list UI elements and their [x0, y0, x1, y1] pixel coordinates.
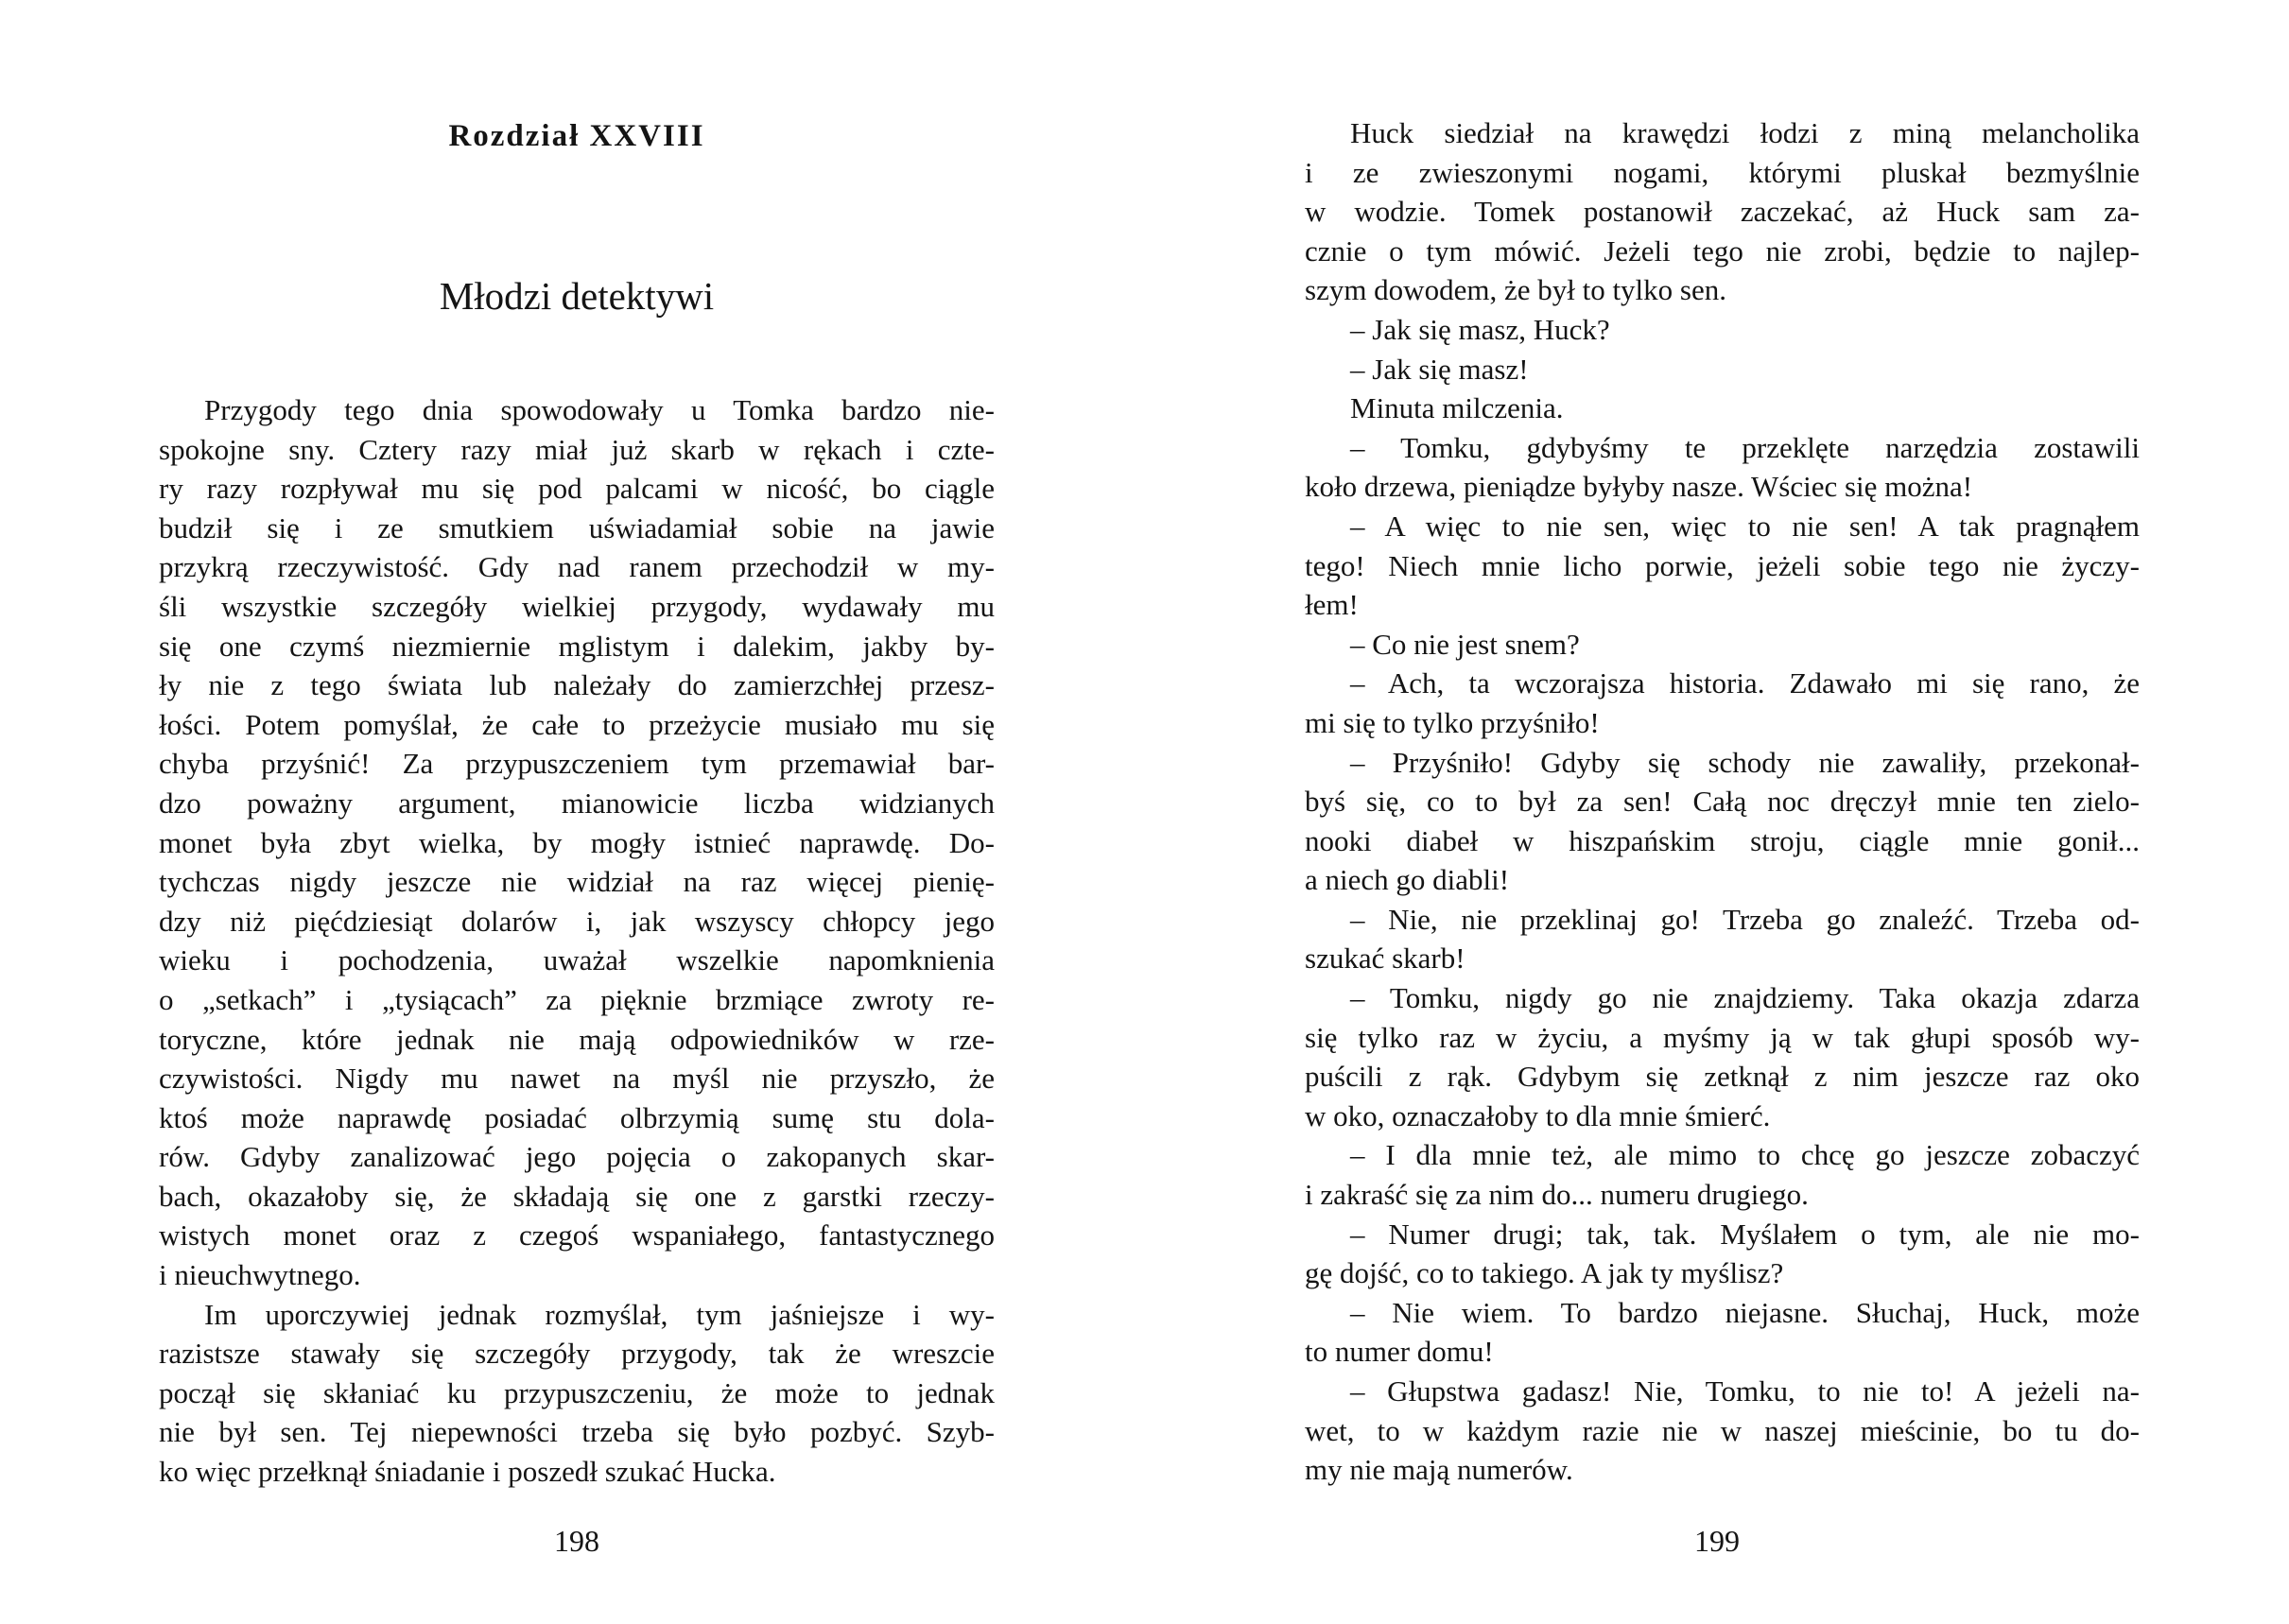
text-line: – Jak się masz! [1350, 352, 1529, 386]
text-line: – Nie wiem. To bardzo niejasne. Słuchaj, Huck, może [1350, 1295, 2140, 1329]
text-line: przykrą rzeczywistość. Gdy nad ranem przechodził w my- [159, 550, 995, 584]
text-line: i ze zwieszonymi nogami, którymi pluskał bezmyślnie [1305, 155, 2140, 189]
text-line: Huck siedział na krawędzi łodzi z miną melancholika [1350, 116, 2140, 149]
text-line: – I dla mnie też, ale mimo to chcę go jeszcze zobaczyć [1350, 1138, 2140, 1172]
right-page [1144, 0, 2289, 1624]
text-line: – Co nie jest snem? [1350, 627, 1580, 661]
text-line: ry razy rozpływał mu się pod palcami w nicość, bo ciągle [159, 472, 995, 506]
text-line: Przygody tego dnia spowodowały u Tomka bardzo nie- [204, 393, 995, 426]
text-line: począł się skłaniać ku przypuszczeniu, że może to jednak [159, 1375, 995, 1409]
text-line: i zakraść się za nim do... numeru drugiego. [1305, 1178, 1809, 1212]
text-line: dzo poważny argument, mianowicie liczba widzianych [159, 786, 995, 820]
text-line: Im uporczywiej jednak rozmyślał, tym jaśniejsze i wy- [204, 1297, 995, 1331]
text-line: szym dowodem, że był to tylko sen. [1305, 273, 1726, 307]
text-line: bach, okazałoby się, że składają się one z garstki rzeczy- [159, 1179, 995, 1213]
text-line: a niech go diabli! [1305, 863, 1510, 897]
text-line: śli wszystkie szczegóły wielkiej przygody, wydawały mu [159, 589, 995, 623]
text-line: łości. Potem pomyślał, że całe to przeżycie musiało mu się [159, 707, 995, 741]
text-line: toryczne, które jednak nie mają odpowiedników w rze- [159, 1022, 995, 1056]
text-line: my nie mają numerów. [1305, 1453, 1573, 1487]
text-line: rów. Gdyby zanalizować jego pojęcia o zakopanych skar- [159, 1140, 995, 1174]
text-line: monet była zbyt wielka, by mogły istnieć naprawdę. Do- [159, 825, 995, 859]
page-number-left: 198 [554, 1524, 599, 1558]
text-line: łem! [1305, 588, 1359, 622]
text-line: – Przyśniło! Gdyby się schody nie zawaliły, przekonał- [1350, 745, 2140, 779]
text-line: budził się i ze smutkiem uświadamiał sobie na jawie [159, 510, 995, 544]
text-line: – Tomku, gdybyśmy te przeklęte narzędzia zostawili [1350, 430, 2140, 464]
text-line: mi się to tylko przyśniło! [1305, 705, 1600, 739]
text-line: ktoś może naprawdę posiadać olbrzymią sumę stu dola- [159, 1100, 995, 1134]
right-page-body [1305, 113, 2140, 1490]
text-line: cznie o tym mówić. Jeżeli tego nie zrobi, będzie to najlep- [1305, 233, 2140, 268]
text-line: – Tomku, nigdy go nie znajdziemy. Taka okazja zdarza [1350, 981, 2140, 1015]
page-number-right: 199 [1694, 1524, 1740, 1558]
text-line: – Ach, ta wczorajsza historia. Zdawało mi się rano, że [1350, 666, 2140, 700]
text-line: Minuta milczenia. [1350, 391, 1564, 425]
text-line: nie był sen. Tej niepewności trzeba się było pozbyć. Szyb- [159, 1415, 995, 1449]
left-page-body [159, 390, 995, 1492]
text-line: czywistości. Nigdy mu nawet na myśl nie przyszło, że [159, 1062, 995, 1096]
text-line: o „setkach” i „tysiącach” za pięknie brzmiące zwroty re- [159, 982, 995, 1016]
text-line: razistsze stawały się szczegóły przygody, tak że wreszcie [159, 1337, 995, 1371]
text-line: – Jak się masz, Huck? [1350, 312, 1610, 346]
text-line: tychczas nigdy jeszcze nie widział na raz więcej pienię- [159, 865, 995, 899]
text-line: w oko, oznaczałoby to dla mnie śmierć. [1305, 1098, 1771, 1132]
text-line: ko więc przełknął śniadanie i poszedł szukać Hucka. [159, 1455, 776, 1489]
left-page [0, 0, 1144, 1624]
text-line: to numer domu! [1305, 1335, 1494, 1369]
text-line: wistych monet oraz z czegoś wspaniałego, fantastycznego [159, 1218, 995, 1253]
text-line: nooki diabeł w hiszpańskim stroju, ciągle mnie gonił... [1305, 823, 2140, 857]
text-line: koło drzewa, pieniądze byłyby nasze. Wściec się można! [1305, 470, 1973, 504]
text-line: i nieuchwytnego. [159, 1258, 361, 1292]
text-line: byś się, co to był za sen! Całą noc dręczył mnie ten zielo- [1305, 785, 2140, 819]
text-line: – Numer drugi; tak, tak. Myślałem o tym, ale nie mo- [1350, 1217, 2140, 1251]
text-line: tego! Niech mnie licho porwie, jeżeli sobie tego nie życzy- [1305, 548, 2140, 582]
text-line: – Głupstwa gadasz! Nie, Tomku, to nie to! A jeżeli na- [1350, 1374, 2140, 1408]
text-line: chyba przyśnić! Za przypuszczeniem tym przemawiał bar- [159, 747, 995, 781]
text-line: – A więc to nie sen, więc to nie sen! A tak pragnąłem [1350, 509, 2140, 543]
text-line: w wodzie. Tomek postanowił zaczekać, aż Huck sam za- [1305, 195, 2140, 229]
text-line: szukać skarb! [1305, 942, 1465, 976]
text-line: – Nie, nie przeklinaj go! Trzeba go znaleźć. Trzeba od- [1350, 902, 2140, 936]
chapter-title: Młodzi detektywi [439, 274, 715, 318]
chapter-label: Rozdział XXVIII [448, 119, 705, 153]
text-line: spokojne sny. Cztery razy miał już skarb w rękach i czte- [159, 432, 995, 466]
text-line: wet, to w każdym razie nie w naszej mieścinie, bo tu do- [1305, 1413, 2140, 1447]
text-line: wieku i pochodzenia, uważał wszelkie napomknienia [159, 943, 995, 977]
text-line: gę dojść, co to takiego. A jak ty myślisz? [1305, 1256, 1784, 1290]
text-line: dzy niż pięćdziesiąt dolarów i, jak wszyscy chłopcy jego [159, 904, 995, 938]
text-line: się one czymś niezmiernie mglistym i dalekim, jakby by- [159, 629, 995, 663]
text-line: się tylko raz w życiu, a myśmy ją w tak głupi sposób wy- [1305, 1020, 2140, 1054]
text-line: puścili z rąk. Gdybym się zetknął z nim jeszcze raz oko [1305, 1060, 2140, 1094]
text-line: ły nie z tego świata lub należały do zamierzchłej przesz- [159, 668, 995, 702]
